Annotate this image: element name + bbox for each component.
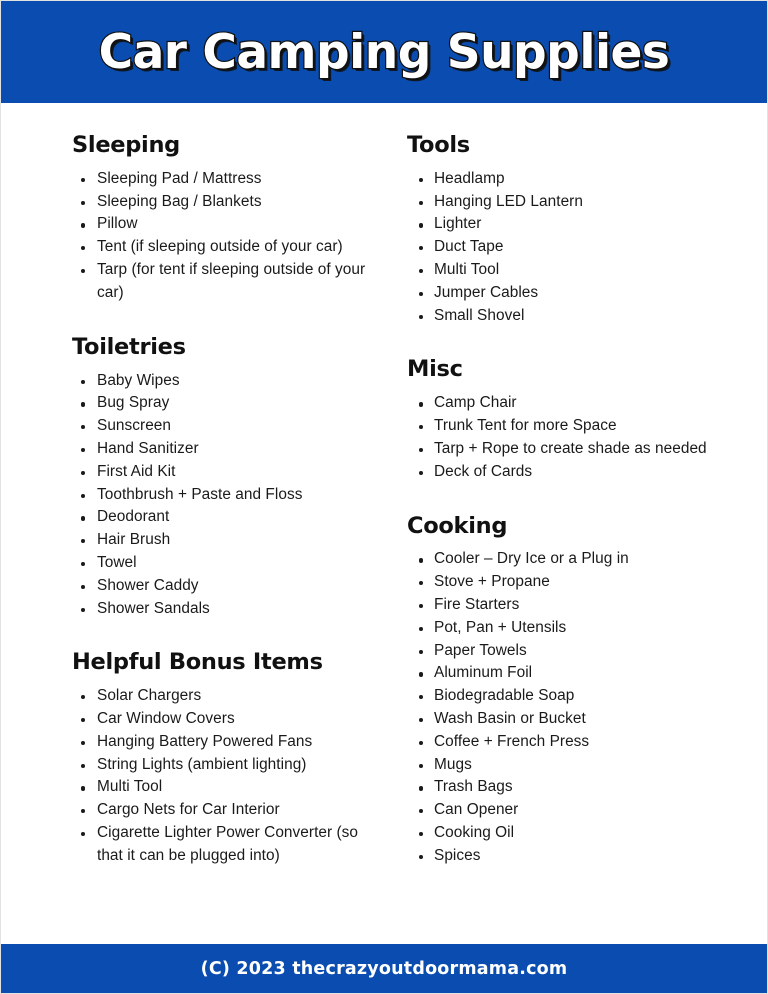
checklist-item: Sunscreen [72,415,383,438]
checklist-item: Car Window Covers [72,708,383,731]
checklist-item: Multi Tool [72,776,383,799]
checklist-item: Toothbrush + Paste and Floss [72,484,383,507]
checklist-item: Pillow [72,213,383,236]
checklist-item: Fire Starters [405,594,747,617]
checklist-item: Spices [405,845,747,868]
section-sleeping [72,133,383,305]
checklist-item: Towel [72,552,383,575]
checklist-item: Trunk Tent for more Space [405,415,747,438]
checklist-item: Camp Chair [405,392,747,415]
checklist-item: Solar Chargers [72,685,383,708]
printable-checklist-page [1,1,767,993]
left-column [1,133,391,876]
checklist-item: Hand Sanitizer [72,438,383,461]
checklist-item: Tarp + Rope to create shade as needed [405,438,747,461]
checklist-item: Shower Sandals [72,598,383,621]
checklist-item: Stove + Propane [405,571,747,594]
checklist-item: Headlamp [405,168,747,191]
checklist-item: Shower Caddy [72,575,383,598]
header-banner [1,1,767,103]
checklist-item: Can Opener [405,799,747,822]
checklist-item: Paper Towels [405,640,747,663]
checklist-item: Duct Tape [405,236,747,259]
checklist-item: Cooking Oil [405,822,747,845]
checklist [405,168,747,328]
checklist [72,370,383,621]
checklist-item: Sleeping Pad / Mattress [72,168,383,191]
checklist-item: Cargo Nets for Car Interior [72,799,383,822]
checklist-item: Bug Spray [72,392,383,415]
checklist-item: Baby Wipes [72,370,383,393]
checklist-item: Tent (if sleeping outside of your car) [72,236,383,259]
checklist-item: Coffee + French Press [405,731,747,754]
section-helpful-bonus-items [72,650,383,867]
section-heading: Cooking [407,512,508,539]
checklist-item: Tarp (for tent if sleeping outside of your car) [72,259,383,305]
checklist-item: Aluminum Foil [405,662,747,685]
checklist-item: Hanging Battery Powered Fans [72,731,383,754]
checklist-content [1,103,767,944]
section-misc [405,357,747,483]
page-title: Car Camping Supplies [98,24,670,80]
checklist-item: Cooler – Dry Ice or a Plug in [405,548,747,571]
checklist [72,685,383,867]
checklist-item: Multi Tool [405,259,747,282]
checklist-item: Trash Bags [405,776,747,799]
checklist-item: Cigarette Lighter Power Converter (so that it can be plugged into) [72,822,383,868]
section-toiletries [72,335,383,621]
checklist [405,392,747,483]
checklist-item: Pot, Pan + Utensils [405,617,747,640]
checklist-item: Biodegradable Soap [405,685,747,708]
checklist-item: Mugs [405,754,747,777]
checklist-item: Lighter [405,213,747,236]
checklist-item: Jumper Cables [405,282,747,305]
checklist-item: Hanging LED Lantern [405,191,747,214]
section-heading: Tools [407,132,470,158]
checklist-item: Deck of Cards [405,461,747,484]
checklist-item: Deodorant [72,506,383,529]
copyright-text: (C) 2023 thecrazyoutdoormama.com [200,958,568,979]
section-cooking [405,514,747,868]
checklist [72,168,383,305]
checklist-item: String Lights (ambient lighting) [72,754,383,777]
checklist [405,548,747,867]
section-heading: Sleeping [72,132,180,158]
section-heading: Toiletries [72,333,186,360]
section-heading: Misc [407,356,463,383]
checklist-item: First Aid Kit [72,461,383,484]
checklist-item: Small Shovel [405,305,747,328]
right-column [391,133,767,876]
checklist-item: Wash Basin or Bucket [405,708,747,731]
footer-banner [1,944,767,993]
section-tools [405,133,747,327]
checklist-item: Sleeping Bag / Blankets [72,191,383,214]
section-heading: Helpful Bonus Items [72,649,323,676]
checklist-item: Hair Brush [72,529,383,552]
